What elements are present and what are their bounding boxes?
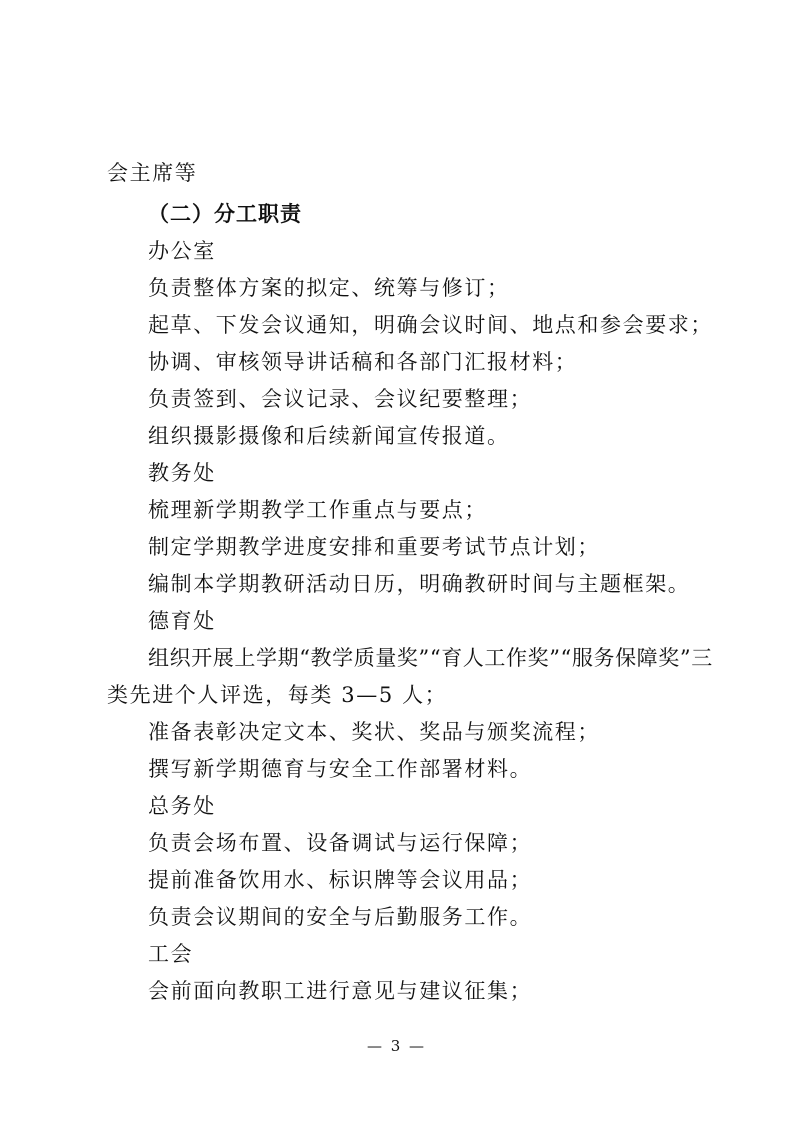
dept-heading-union: 工会 xyxy=(148,942,194,966)
text-line: 起草、下发会议通知，明确会议时间、地点和参会要求； xyxy=(148,313,713,337)
section-heading: （二）分工职责 xyxy=(148,202,302,226)
text-line: 撰写新学期德育与安全工作部署材料。 xyxy=(148,757,533,781)
text-line: 准备表彰决定文本、奖状、奖品与颁奖流程； xyxy=(148,720,600,744)
text-line: 负责整体方案的拟定、统筹与修订； xyxy=(148,276,510,300)
text-line: 提前准备饮用水、标识牌等会议用品； xyxy=(148,868,533,892)
dept-heading-general-affairs: 总务处 xyxy=(148,794,216,818)
text-line: 会前面向教职工进行意见与建议征集； xyxy=(148,979,533,1003)
text-line: 负责签到、会议记录、会议纪要整理； xyxy=(148,387,533,411)
text-line-continuation: 类先进个人评选，每类 3—5 人； xyxy=(107,683,448,707)
dept-heading-academic: 教务处 xyxy=(148,461,216,485)
dept-heading-office: 办公室 xyxy=(148,239,216,263)
text-line: 梳理新学期教学工作重点与要点； xyxy=(148,498,487,522)
text-line: 组织开展上学期“教学质量奖”“育人工作奖”“服务保障奖”三 xyxy=(148,646,713,670)
text-line: 负责会场布置、设备调试与运行保障； xyxy=(148,831,533,855)
text-line: 组织摄影摄像和后续新闻宣传报道。 xyxy=(148,424,510,448)
text-line: 编制本学期教研活动日历，明确教研时间与主题框架。 xyxy=(148,572,691,596)
text-line: 制定学期教学进度安排和重要考试节点计划； xyxy=(148,535,600,559)
text-line: 协调、审核领导讲话稿和各部门汇报材料； xyxy=(148,350,578,374)
text-line-continuation: 会主席等 xyxy=(107,161,198,185)
text-line: 负责会议期间的安全与后勤服务工作。 xyxy=(148,905,533,929)
page-number: — 3 — xyxy=(366,1037,427,1055)
dept-heading-moral: 德育处 xyxy=(148,609,216,633)
